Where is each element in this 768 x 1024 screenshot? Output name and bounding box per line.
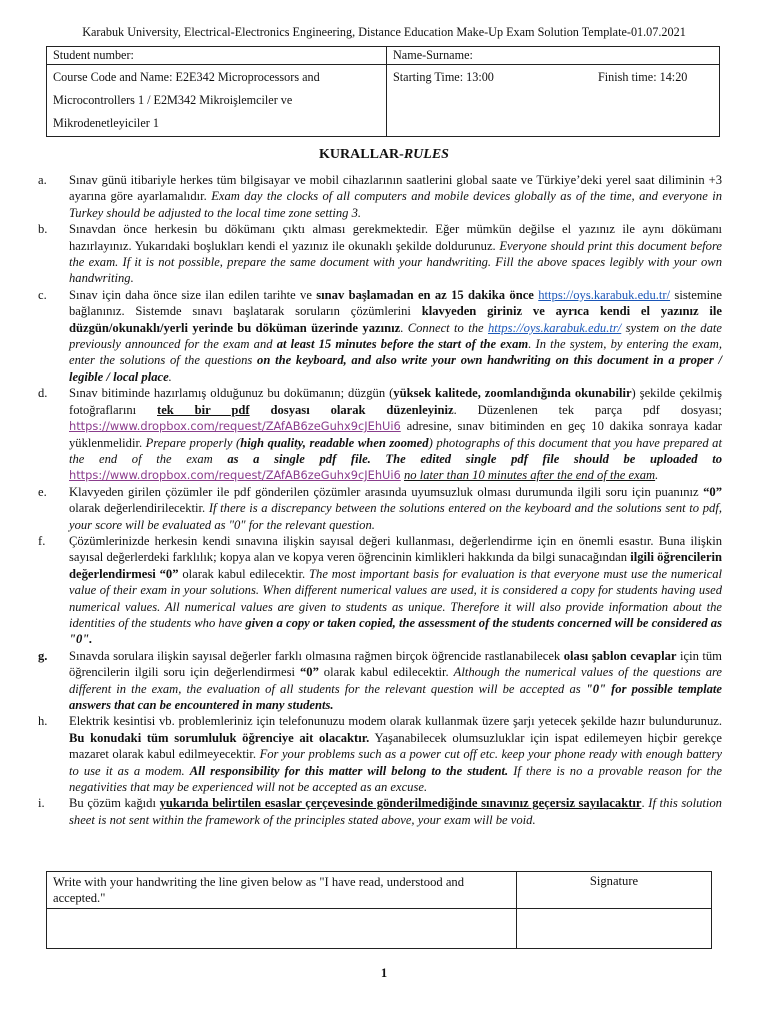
- oys-link-en[interactable]: https://oys.karabuk.edu.tr/: [487, 320, 622, 335]
- page-number: 1: [380, 966, 388, 980]
- name-surname-label: Name-Surname:: [393, 48, 473, 62]
- rules-list: [38, 172, 722, 828]
- document-header: Karabuk University, Electrical-Electronics Engineering, Distance Education Make-Up Exam Solution Template-01.07.2021: [82, 25, 686, 39]
- course-line-1: Course Code and Name: E2E342 Microprocessors and: [53, 70, 320, 84]
- rule-h: h. Elektrik kesintisi vb. problemleriniz için telefonunuzu modem olarak kullanmak üzere şarjı yetecek şekilde hazır bulundurunuz. Bu konudaki tüm sorumluluk öğrenciye ait olacaktır. Yaşanabilecek olumsuzluklar için ispat edilemeyen hiçbir gerekçe mazaret olarak kabul edilmeyecektir. For your problems such as a power cut off etc. keep your phone ready with enough battery to use it as a modem. All responsibility for this matter will belong to the student. If there is no a provable reason for the negativities that may be experienced will not be accepted as an excuse.: [38, 714, 723, 795]
- time-cell: [387, 65, 720, 137]
- rule-e: e. Klavyeden girilen çözümler ile pdf gönderilen çözümler arasında uyumsuzluk olması durumunda ilgili soru için puanınız “0” olarak değerlendirilecektir. If there is a discrepancy between the solutions entered on the keyboard and the solutions sent to pdf, your score will be evaluated as "0" for the relevant question.: [38, 484, 722, 532]
- oys-link[interactable]: https://oys.karabuk.edu.tr/: [538, 287, 671, 302]
- signature-label: Signature: [517, 872, 712, 909]
- dropbox-link-en[interactable]: https://www.dropbox.com/request/ZAfAB6zeGuhx9cJEhUi6: [69, 468, 401, 483]
- signature-table: [46, 871, 712, 949]
- course-cell: [47, 65, 387, 137]
- student-info-table: [46, 46, 720, 137]
- course-line-2: Microcontrollers 1 / E2M342 Mikroişlemciler ve: [53, 93, 293, 107]
- handwriting-instruction: Write with your handwriting the line given below as "I have read, understood and accepted.": [47, 872, 517, 909]
- rule-g: g. Sınavda sorulara ilişkin sayısal değerler farklı olmasına rağmen birçok öğrencide rastlanabilecek olası şablon cevaplar için tüm öğrencilerin ilgili soru için değerlendirmesi “0” olarak kabul edilecektir. Although the numerical values of the questions are different in the exam, the evaluation of all students for the relevant question will be accepted as "0" for possible template answers that can be encountered in many students.: [38, 648, 723, 712]
- finish-time: Finish time: 14:20: [598, 70, 688, 84]
- dropbox-link[interactable]: https://www.dropbox.com/request/ZAfAB6zeGuhx9cJEhUi6: [69, 419, 401, 434]
- rule-c: c. Sınav için daha önce size ilan edilen tarihte ve sınav başlamadan en az 15 dakika önce https://oys.karabuk.edu.tr/ sistemine bağlanınız. Sistemde sınavı başlatarak soruların çözümlerini klavyeden giriniz ve ayrıca kendi el yazınız ile düzgün/okunaklı/yerli yerinde bu döküman üzerinde yazınız. Connect to the https://oys.karabuk.edu.tr/ system on the date previously announced for the exam and at least 15 minutes before the start of the exam. In the system, by entering the exam, enter the solutions of the questions on the keyboard, and also write your own handwriting on this document in a proper / legible / local place.: [38, 287, 722, 384]
- signature-field[interactable]: [517, 909, 712, 949]
- rules-title: KURALLAR-RULES: [319, 147, 449, 162]
- rule-b: b. Sınavdan önce herkesin bu dökümanı çıktı alması gerekmektedir. Eğer mümkün değilse el yazınız ile aynı dökümanı hazırlayınız. Yukarıdaki boşlukları kendi el yazınız ile okunaklı şekilde doldurunuz. Everyone should print this document before the exam. If it is not possible, prepare the same document with your handwriting. Fill the above spaces legibly with your own handwriting.: [38, 222, 722, 286]
- handwriting-field[interactable]: [47, 909, 517, 949]
- rule-i: i. Bu çözüm kağıdı yukarıda belirtilen esaslar çerçevesinde gönderilmediğinde sınavınız geçersiz sayılacaktır. If this solution sheet is not sent within the framework of the principles stated above, your exam will be void.: [38, 796, 722, 827]
- rule-d: d. Sınav bitiminde hazırlamış olduğunuz bu dokümanın; düzgün (yüksek kalitede, zoomlandığında okunabilir) şekilde çekilmiş fotoğraflarını tek bir pdf dosyası olarak düzenleyiniz. Düzenlenen tek parça pdf dosyası; https://www.dropbox.com/request/ZAfAB6zeGuhx9cJEhUi6 adresine, sınav bitiminden en geç 10 dakika sonraya kadar yüklenmelidir. Prepare properly (high quality, readable when zoomed) photographs of this document that you have prepared at the end of the exam as a single pdf file. The edited single pdf file should be uploaded to https://www.dropbox.com/request/ZAfAB6zeGuhx9cJEhUi6 no later than 10 minutes after the end of the exam.: [38, 386, 722, 483]
- student-number-label: Student number:: [53, 48, 134, 62]
- rule-a: a. Sınav günü itibariyle herkes tüm bilgisayar ve mobil cihazlarının saatlerini global saate ve Türkiye’deki yerel saat diliminin +3 ayarına göre ayarlamalıdır. Exam day the clocks of all computers and mobile devices globally as of the time, and everyone in Turkey should be adjusted to the local time zone setting 3.: [38, 173, 722, 220]
- course-line-3: Mikrodenetleyiciler 1: [53, 116, 159, 130]
- student-number-cell[interactable]: [47, 47, 387, 65]
- starting-time: Starting Time: 13:00: [393, 70, 494, 84]
- rule-f: f. Çözümlerinizde herkesin kendi sınavına ilişkin sayısal değeri kullanması, değerlendirme için en önemli esastır. Buna ilişkin sayısal değerlerdeki farklılık; kopya alan ve kopya veren öğrencinin kimlikleri hakkında da bilgi sunacağından ilgili öğrencilerin değerlendirmesi “0” olarak kabul edilecektir. The most important basis for evaluation is that everyone must use the numerical value of their exam in your solutions. When different numerical values are used, it is considered a copy for students having used numerical values. All numerical values are given to students as unique. Therefore it will also provide information about the identities of the students who have given a copy or taken copied, the assessment of the students concerned will be considered as "0".: [38, 533, 722, 647]
- name-surname-cell[interactable]: [387, 47, 720, 65]
